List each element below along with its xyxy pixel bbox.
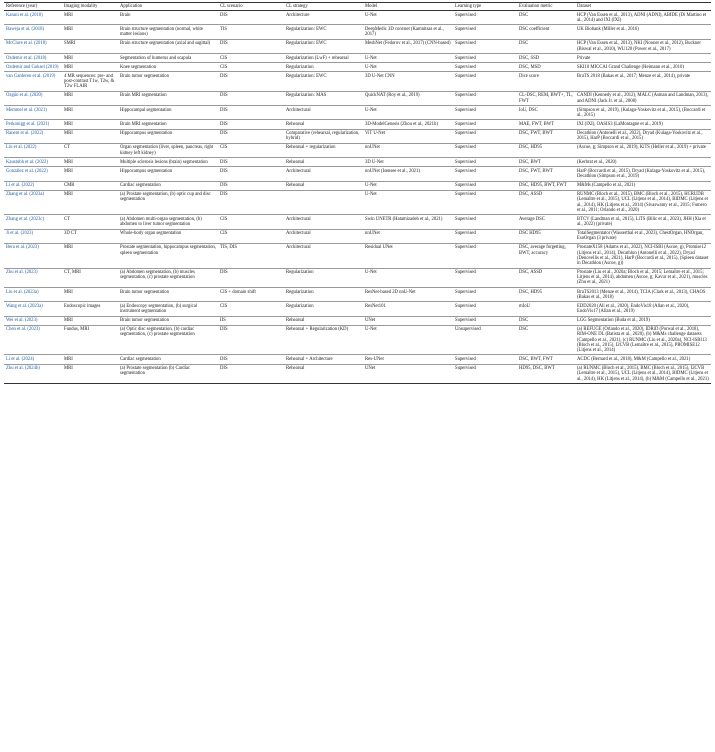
table-row xyxy=(4,11,711,25)
reference-cell[interactable]: Li et al. (2024) xyxy=(4,355,62,364)
learning-type-cell: Supervised xyxy=(453,129,517,143)
modality-cell: CT, MRI xyxy=(62,268,118,287)
modality-cell: 4 MR sequences: pre- and post-contrast T1w, T2w, & T2w FLAIR xyxy=(62,72,118,91)
table-row xyxy=(4,143,711,157)
header-dataset: Dataset xyxy=(575,3,711,11)
metric-cell: DSC, HD95 xyxy=(517,287,575,301)
strategy-cell: Architecture xyxy=(284,11,363,25)
header-reference: Reference (year) xyxy=(4,3,62,11)
scenario-cell: CIS xyxy=(218,215,284,229)
strategy-cell: Regularization xyxy=(284,268,363,287)
application-cell: Whole-body organ segmentation xyxy=(118,229,218,243)
application-cell: Hippocampal segmentation xyxy=(118,106,218,120)
dataset-cell: LGG Segmentation (Buda et al., 2019) xyxy=(575,316,711,325)
scenario-cell: TIS, DIS xyxy=(218,243,284,268)
metric-cell: DSC xyxy=(517,11,575,25)
model-cell: U-Net xyxy=(363,268,453,287)
header-evaluation-metric: Evaluation metric xyxy=(517,3,575,11)
dataset-cell: (Simpson et al., 2019), (Kulaga-Yoskovitz et al., 2015), (Boccardi et al., 2015) xyxy=(575,106,711,120)
scenario-cell: CIS + domain shift xyxy=(218,287,284,301)
metric-cell: Average DSC xyxy=(517,215,575,229)
reference-cell[interactable]: van Garderen et al. (2019) xyxy=(4,72,62,91)
strategy-cell: Rehearsal xyxy=(284,120,363,129)
learning-type-cell: Supervised xyxy=(453,167,517,181)
reference-cell[interactable]: Chen et al. (2023) xyxy=(4,325,62,355)
metric-cell: Dice score xyxy=(517,72,575,91)
scenario-cell: DIS xyxy=(218,120,284,129)
modality-cell: MRI xyxy=(62,54,118,63)
table-row xyxy=(4,167,711,181)
header-application: Application xyxy=(118,3,218,11)
strategy-cell: Regularization: EWC xyxy=(284,39,363,53)
modality-cell: MRI xyxy=(62,25,118,39)
table-row xyxy=(4,215,711,229)
modality-cell: MRI xyxy=(62,63,118,72)
modality-cell: SMRI xyxy=(62,39,118,53)
table-row xyxy=(4,120,711,129)
reference-cell[interactable]: Zhang et al. (2023a) xyxy=(4,190,62,215)
learning-type-cell: Supervised xyxy=(453,120,517,129)
model-cell: U-Net xyxy=(363,11,453,25)
metric-cell: CL-DSC, REM, BWT+, TL, FWT xyxy=(517,91,575,105)
strategy-cell: Regularization: MAS xyxy=(284,91,363,105)
learning-type-cell: Supervised xyxy=(453,106,517,120)
modality-cell: MRI xyxy=(62,287,118,301)
learning-type-cell: Supervised xyxy=(453,287,517,301)
reference-cell[interactable]: Kaustubh et al. (2022) xyxy=(4,158,62,167)
reference-cell[interactable]: Karani et al. (2018) xyxy=(4,11,62,25)
table-row xyxy=(4,39,711,53)
learning-type-cell: Supervised xyxy=(453,355,517,364)
modality-cell: MRI xyxy=(62,91,118,105)
learning-type-cell: Supervised xyxy=(453,302,517,316)
reference-cell[interactable]: Wei et al. (2023) xyxy=(4,316,62,325)
modality-cell: 3D CT xyxy=(62,229,118,243)
application-cell: Brain MRI segmentation xyxy=(118,120,218,129)
header-learning-type: Learning type xyxy=(453,3,517,11)
table-row xyxy=(4,106,711,120)
model-cell: MeshNet (Fedorov et al., 2017) (CNN-based) xyxy=(363,39,453,53)
scenario-cell: DIS xyxy=(218,167,284,181)
dataset-cell: (a) RUNMC (Bloch et al., 2015), BMC (Bloch et al., 2015), I2CVB (Lemaître et al., 2015), UCL (Litjens et al., 2014), BIDMC (Litjens et al., 2014), HK (Litjens et al., 2014), (b) M&M (Campello et al., 2021) xyxy=(575,364,711,383)
application-cell: Hippocampus segmentation xyxy=(118,129,218,143)
table-page xyxy=(4,0,711,384)
dataset-cell: (Ascoe, g; Simpson et al., 2019), KiTS (Heller et al., 2019) + private xyxy=(575,143,711,157)
table-row xyxy=(4,158,711,167)
table-row xyxy=(4,287,711,301)
reference-cell[interactable]: Li et al. (2022) xyxy=(4,181,62,190)
learning-type-cell: Unsupervised xyxy=(453,325,517,355)
modality-cell: CT xyxy=(62,215,118,229)
strategy-cell: Regularization (LwF) + rehearsal xyxy=(284,54,363,63)
metric-cell: DSC xyxy=(517,39,575,53)
dataset-cell: Decathlon (Antonelli et al., 2022), Dryad (Kulaga-Yoskovitz et al., 2015), HarP (Boccardi et al., 2015) xyxy=(575,129,711,143)
scenario-cell: DIS xyxy=(218,11,284,25)
table-row xyxy=(4,129,711,143)
modality-cell: MRI xyxy=(62,364,118,383)
scenario-cell: DIS xyxy=(218,129,284,143)
cl-segmentation-table xyxy=(4,2,711,384)
strategy-cell: Regularization xyxy=(284,287,363,301)
model-cell: nnUNet xyxy=(363,143,453,157)
strategy-cell: Rehearsal + regularization xyxy=(284,143,363,157)
metric-cell: MAE, FWT, BWT xyxy=(517,120,575,129)
modality-cell: MRI xyxy=(62,158,118,167)
reference-cell[interactable]: Liu et al. (2023a) xyxy=(4,287,62,301)
table-row xyxy=(4,25,711,39)
metric-cell: DSC, MSD xyxy=(517,63,575,72)
application-cell: Cardiac segmentation xyxy=(118,181,218,190)
learning-type-cell: Supervised xyxy=(453,364,517,383)
learning-type-cell: Supervised xyxy=(453,215,517,229)
dataset-cell: TotalSegmentator (Wasserthal et al., 2023), ChestOrgan, HNOrgan, EsoOrgan (3 private) xyxy=(575,229,711,243)
learning-type-cell: Supervised xyxy=(453,72,517,91)
scenario-cell: CIS xyxy=(218,229,284,243)
metric-cell: DSC, SSD xyxy=(517,54,575,63)
reference-cell[interactable]: Ranem et al. (2022) xyxy=(4,129,62,143)
reference-cell[interactable]: Baweja et al. (2018) xyxy=(4,25,62,39)
scenario-cell: DIS xyxy=(218,325,284,355)
header-imaging-modality: Imaging modality xyxy=(62,3,118,11)
scenario-cell: DIS xyxy=(218,190,284,215)
scenario-cell: CIS xyxy=(218,54,284,63)
scenario-cell: DIS xyxy=(218,355,284,364)
table-row xyxy=(4,355,711,364)
learning-type-cell: Supervised xyxy=(453,158,517,167)
metric-cell: DSC, BWT, FWT xyxy=(517,355,575,364)
reference-cell[interactable]: Ji et al. (2023) xyxy=(4,229,62,243)
modality-cell: MRI xyxy=(62,243,118,268)
header-cl-scenario: CL scenario xyxy=(218,3,284,11)
learning-type-cell: Supervised xyxy=(453,91,517,105)
model-cell: U-Net xyxy=(363,106,453,120)
learning-type-cell: Supervised xyxy=(453,268,517,287)
dataset-cell: M&Ms (Campello et al., 2021) xyxy=(575,181,711,190)
application-cell: Cardiac segmentation xyxy=(118,355,218,364)
modality-cell: MRI xyxy=(62,190,118,215)
model-cell: U-Net xyxy=(363,63,453,72)
scenario-cell: IIS xyxy=(218,316,284,325)
model-cell: QuickNAT (Roy et al., 2019) xyxy=(363,91,453,105)
strategy-cell: Rehearsal + Architecture xyxy=(284,355,363,364)
metric-cell: DSC, average forgetting, BWT, accuracy xyxy=(517,243,575,268)
learning-type-cell: Supervised xyxy=(453,316,517,325)
dataset-cell: CANDI (Kennedy et al., 2012), MALC (Asman and Landman, 2013), and ADNI (Jack Jr. et al., 2008) xyxy=(575,91,711,105)
strategy-cell: Regularization xyxy=(284,302,363,316)
strategy-cell: Rehearsal xyxy=(284,364,363,383)
model-cell: U-Net xyxy=(363,325,453,355)
dataset-cell: HarP (Boccardi et al., 2015), Dryad (Kulaga-Yoskovitz et al., 2015), Decathlon (Simpson et al., 2019) xyxy=(575,167,711,181)
modality-cell: MRI xyxy=(62,11,118,25)
metric-cell: DSC, ASSD xyxy=(517,190,575,215)
model-cell: 3D U-Net CNN xyxy=(363,72,453,91)
application-cell: (a) Prostate segmentation (b) Cardiac segmentation xyxy=(118,364,218,383)
table-row xyxy=(4,364,711,383)
learning-type-cell: Supervised xyxy=(453,63,517,72)
reference-cell[interactable]: Ozdemir and Goksel (2019) xyxy=(4,63,62,72)
metric-cell: DSC HD95 xyxy=(517,229,575,243)
application-cell: Brain tumor segmentation xyxy=(118,316,218,325)
scenario-cell: DIS xyxy=(218,39,284,53)
dataset-cell: (Kerbrat et al., 2020) xyxy=(575,158,711,167)
reference-cell[interactable]: Zhu et al. (2023) xyxy=(4,268,62,287)
application-cell: (a) Abdomen segmentation, (b) muscles segmentation, (c) prostate segmentation xyxy=(118,268,218,287)
application-cell: Multiple sclerosis lesions (brain) segmentation xyxy=(118,158,218,167)
scenario-cell: DIS xyxy=(218,72,284,91)
model-cell: UNet xyxy=(363,364,453,383)
table-body xyxy=(4,11,711,384)
metric-cell: DSC, FWT, BWT xyxy=(517,167,575,181)
scenario-cell: DIS xyxy=(218,158,284,167)
strategy-cell: Regularization: EWC xyxy=(284,72,363,91)
dataset-cell: ProstateX158 (Adams et al., 2022), NCI-ISBI (Ascoe, g), Promise12 (Litjens et al., 2014), Decathlon (Antonelli et al., 2022), Dryad (Denovellis et al., 2021), HarP (Boccardi et al., 2015), (Spleen dataset in Decathlon (Ascoe, g)) xyxy=(575,243,711,268)
dataset-cell: RUNMC (Bloch et al., 2015), BMC (Bloch et al., 2015), HCRUDB (Lemaître et al., 2015), UCL (Litjens et al., 2014), BIDMC (Litjens et al., 2014), HK (Litjens et al., 2014) (Sivaswamy et al., 2015; Fumero et al., 2011; Orlando et al., 2020) xyxy=(575,190,711,215)
learning-type-cell: Supervised xyxy=(453,243,517,268)
strategy-cell: Regularization: EWC xyxy=(284,25,363,39)
modality-cell: MRI xyxy=(62,355,118,364)
metric-cell: DSC, FWT, BWT xyxy=(517,129,575,143)
model-cell: nnUNet (Isensee et al., 2021) xyxy=(363,167,453,181)
application-cell: Prostate segmentation, hippocampus segmentation, spleen segmentation xyxy=(118,243,218,268)
dataset-cell: ACDC (Bernard et al., 2018), M&M (Campello et al., 2021) xyxy=(575,355,711,364)
model-cell: DeepMedic 3D convnet (Kamnitsas et al., 2017) xyxy=(363,25,453,39)
model-cell: Res-UNet xyxy=(363,355,453,364)
model-cell: ResNet-based 2D nnU-Net xyxy=(363,287,453,301)
model-cell: U-Net xyxy=(363,190,453,215)
learning-type-cell: Supervised xyxy=(453,190,517,215)
modality-cell: MRI xyxy=(62,167,118,181)
application-cell: (a) Optic disc segmentation, (b) cardiac segmentation, (c) prostate segmentation xyxy=(118,325,218,355)
application-cell: Organ segmentation (liver, spleen, pancreas, right kidney left kidney) xyxy=(118,143,218,157)
modality-cell: Endoscopic images xyxy=(62,302,118,316)
dataset-cell: UK Biobank (Miller et al., 2016) xyxy=(575,25,711,39)
strategy-cell: Rehearsal + Regularization (KD) xyxy=(284,325,363,355)
application-cell: Brain MRI segmentation xyxy=(118,91,218,105)
dataset-cell: Private xyxy=(575,54,711,63)
dataset-cell: BTCV (Landman et al., 2015), LiTS (Bilic et al., 2023), JHH (Xia et al., 2022) (private) xyxy=(575,215,711,229)
metric-cell: mIoU xyxy=(517,302,575,316)
strategy-cell: Regularization xyxy=(284,63,363,72)
reference-cell[interactable]: Zhu et al. (2024b) xyxy=(4,364,62,383)
scenario-cell: TIS xyxy=(218,25,284,39)
modality-cell: MRI xyxy=(62,106,118,120)
scenario-cell: DIS xyxy=(218,364,284,383)
strategy-cell: Rehearsal xyxy=(284,181,363,190)
application-cell: Brain structure segmentation (normal, white matter lesions) xyxy=(118,25,218,39)
table-row xyxy=(4,54,711,63)
strategy-cell: Rehearsal xyxy=(284,158,363,167)
model-cell: UNet xyxy=(363,316,453,325)
reference-cell[interactable]: Perkonigg et al. (2021) xyxy=(4,120,62,129)
modality-cell: MRI xyxy=(62,129,118,143)
modality-cell: MRI xyxy=(62,120,118,129)
dataset-cell: EDD2020 (Ali et al., 2020), EndoVis18 (Allan et al., 2020), EndoVis17 (Allan et al., 2019) xyxy=(575,302,711,316)
metric-cell: DSC, HD95 xyxy=(517,143,575,157)
model-cell: 3D U-Net xyxy=(363,158,453,167)
application-cell: Hippocampus segmentation xyxy=(118,167,218,181)
table-row xyxy=(4,268,711,287)
table-row xyxy=(4,243,711,268)
model-cell: Residual UNet xyxy=(363,243,453,268)
dataset-cell: BraTS2013 (Menze et al., 2014), TCIA (Clark et al., 2013), CHAOS (Bakas et al., 2018) xyxy=(575,287,711,301)
application-cell: Brain tumor segmentation xyxy=(118,287,218,301)
reference-cell[interactable]: González et al. (2022) xyxy=(4,167,62,181)
dataset-cell: HCP (Van Essen et al., 2013), ADNI (ADNI), ABIDE (Di Martino et al., 2014) and IXI (IXI) xyxy=(575,11,711,25)
scenario-cell: CIS xyxy=(218,302,284,316)
metric-cell: DSC xyxy=(517,316,575,325)
dataset-cell: HCP (Van Essen et al., 2013), NKI (Nooner et al., 2012), Buckner (Biswal et al., 2010), WU120 (Power et al., 2017) xyxy=(575,39,711,53)
modality-cell: CT xyxy=(62,143,118,157)
learning-type-cell: Supervised xyxy=(453,54,517,63)
scenario-cell: DIS xyxy=(218,181,284,190)
table-row xyxy=(4,229,711,243)
metric-cell: IoU, DSC xyxy=(517,106,575,120)
modality-cell: Fundus, MRI xyxy=(62,325,118,355)
scenario-cell: CIS xyxy=(218,143,284,157)
dataset-cell: BraTS 2018 (Bakas et al., 2017; Menze et al., 2014), private xyxy=(575,72,711,91)
application-cell: (a) Prostate segmentation, (b) optic cup and disc segmentation xyxy=(118,190,218,215)
model-cell: nnUNet xyxy=(363,229,453,243)
learning-type-cell: Supervised xyxy=(453,143,517,157)
application-cell: Segmentation of humerus and scapula xyxy=(118,54,218,63)
scenario-cell: DIS xyxy=(218,106,284,120)
metric-cell: DSC, HD95, BWT, FWT xyxy=(517,181,575,190)
table-header-row xyxy=(4,3,711,11)
reference-cell[interactable]: Zhang et al. (2023c) xyxy=(4,215,62,229)
dataset-cell: SKI10 MICCAI Grand Challenge (Heimann et al., 2010) xyxy=(575,63,711,72)
table-row xyxy=(4,325,711,355)
table-row xyxy=(4,72,711,91)
model-cell: 3D-ModelGenesis (Zhou et al., 2021b) xyxy=(363,120,453,129)
learning-type-cell: Supervised xyxy=(453,181,517,190)
table-row xyxy=(4,63,711,72)
reference-cell[interactable]: Ozdemir et al. (2018) xyxy=(4,54,62,63)
metric-cell: HD95, DSC, BWT xyxy=(517,364,575,383)
model-cell: U-Net xyxy=(363,54,453,63)
reference-cell[interactable]: McClure et al. (2018) xyxy=(4,39,62,53)
table-row xyxy=(4,181,711,190)
strategy-cell: Comparative (rehearsal, regularization, hybrid) xyxy=(284,129,363,143)
scenario-cell: DIS xyxy=(218,268,284,287)
table-row xyxy=(4,316,711,325)
table-row xyxy=(4,302,711,316)
learning-type-cell: Supervised xyxy=(453,25,517,39)
strategy-cell: Rehearsal xyxy=(284,316,363,325)
metric-cell: DSC, BWT xyxy=(517,158,575,167)
dataset-cell: IXI (IXI), OASIS3 (LaMontagne et al., 2019) xyxy=(575,120,711,129)
learning-type-cell: Supervised xyxy=(453,39,517,53)
learning-type-cell: Supervised xyxy=(453,229,517,243)
table-row xyxy=(4,91,711,105)
strategy-cell: Architectural xyxy=(284,106,363,120)
metric-cell: DSC, ASSD xyxy=(517,268,575,287)
reference-cell[interactable]: Wang et al. (2023a) xyxy=(4,302,62,316)
scenario-cell: CIS xyxy=(218,63,284,72)
strategy-cell xyxy=(284,190,363,215)
learning-type-cell: Supervised xyxy=(453,11,517,25)
model-cell: Swin UNETR (Hatamizadeh et al., 2021) xyxy=(363,215,453,229)
application-cell: Brain tumor segmentation xyxy=(118,72,218,91)
scenario-cell: DIS xyxy=(218,91,284,105)
application-cell: (a) Endoscopy segmentation, (b) surgical instrument segmentation xyxy=(118,302,218,316)
application-cell: Brain structure segmentation (axial and sagittal) xyxy=(118,39,218,53)
modality-cell: MRI xyxy=(62,316,118,325)
reference-cell[interactable]: Bera et al. (2023) xyxy=(4,243,62,268)
strategy-cell: Architectural xyxy=(284,167,363,181)
dataset-cell: (a) REFUGE (Orlando et al., 2020), IDRiD (Porwal et al., 2018), RIM-ONE DL (Batista et al., 2020), (b) M&Ms challenge datasets (Campello et al., 2021), (c) RUNMC (Liu et al., 2020a), NCI-ISBI13 (Bloch et al., 2015), I2CVB (Lemaître et al., 2015), PROMISE12 (Litjens et al., 2014) xyxy=(575,325,711,355)
modality-cell: CMR xyxy=(62,181,118,190)
dataset-cell: Prostate (Liu et al., 2020a; Bloch et al., 2015; Lemaître et al., 2015; Litjens et al., 2014), abdomen (Ascoe, g; Kavur et al., 2021), muscles (Zhu et al., 2021) xyxy=(575,268,711,287)
metric-cell: DSC coefficient xyxy=(517,25,575,39)
model-cell: U-Net xyxy=(363,181,453,190)
table-row xyxy=(4,190,711,215)
header-model: Model xyxy=(363,3,453,11)
reference-cell[interactable]: Özgün et al. (2020) xyxy=(4,91,62,105)
metric-cell: DSC xyxy=(517,325,575,355)
reference-cell[interactable]: Liu et al. (2022) xyxy=(4,143,62,157)
reference-cell[interactable]: Memmel et al. (2021) xyxy=(4,106,62,120)
application-cell: Knee segmentation xyxy=(118,63,218,72)
model-cell: ResNet101 xyxy=(363,302,453,316)
application-cell: Brain xyxy=(118,11,218,25)
application-cell: (a) Abdomen multi-organ segmentation, (b) abdomen to liver tumor segmentation xyxy=(118,215,218,229)
header-cl-strategy: CL strategy xyxy=(284,3,363,11)
model-cell: ViT U-Net xyxy=(363,129,453,143)
strategy-cell: Architectural xyxy=(284,215,363,229)
strategy-cell: Architectural xyxy=(284,229,363,243)
strategy-cell: Architectural xyxy=(284,243,363,268)
